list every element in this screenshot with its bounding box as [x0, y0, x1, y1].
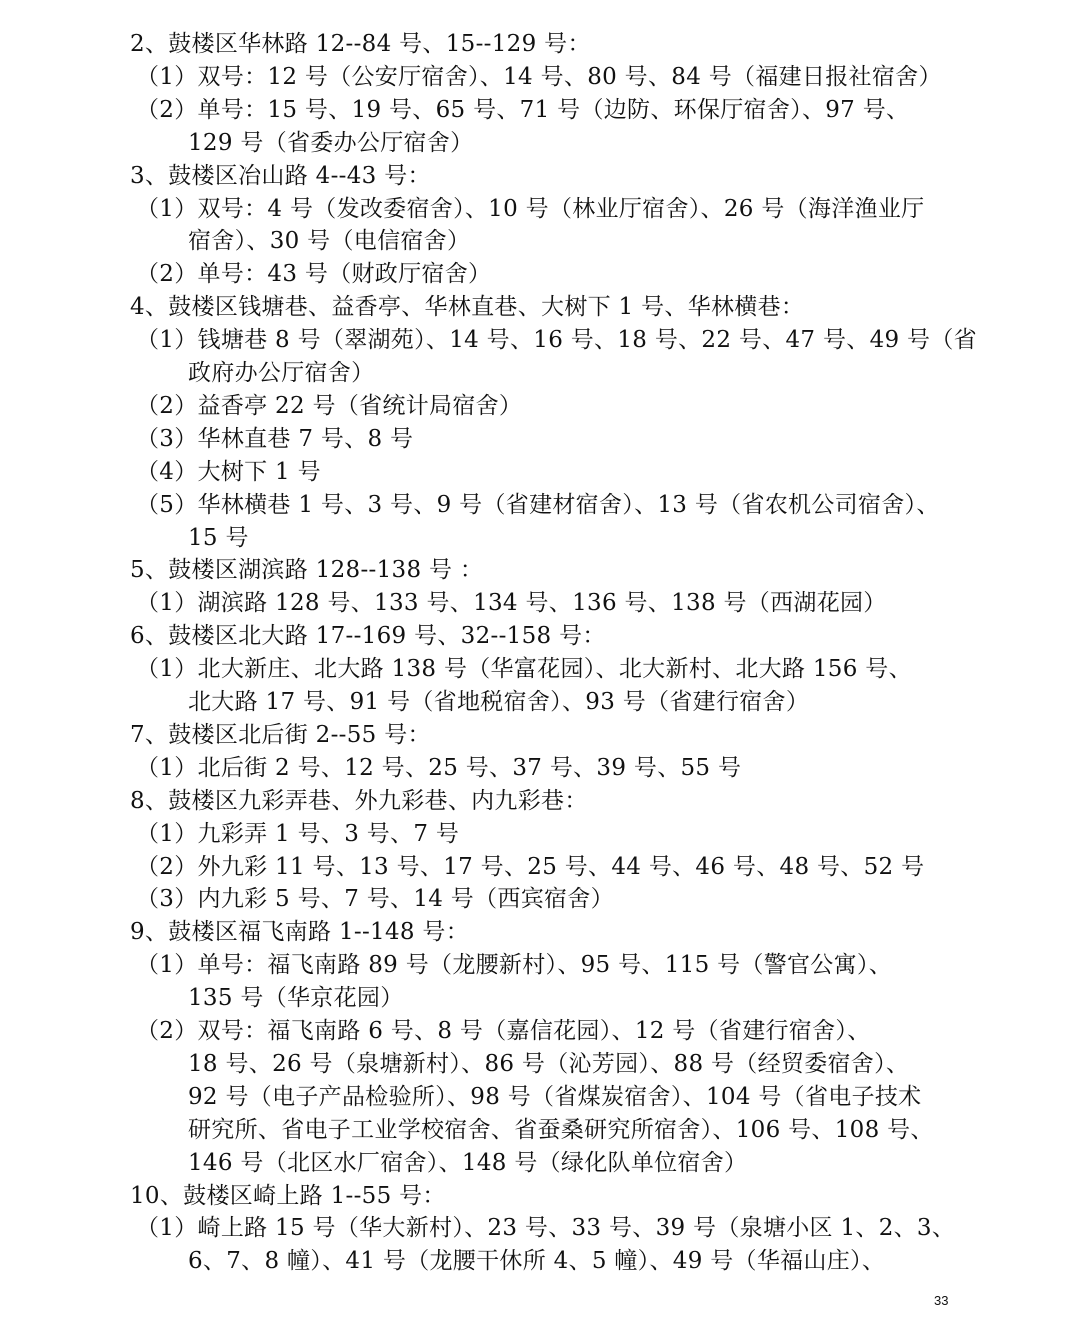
sub-item-continuation: 92 号（电子产品检验所）、98 号（省煤炭宿舍）、104 号（省电子技术 [188, 1083, 922, 1110]
page-number: 33 [934, 1293, 949, 1308]
section-heading: 10、鼓楼区崎上路 1--55 号： [130, 1182, 446, 1209]
sub-item-continuation: 18 号、26 号（泉塘新村）、86 号（沁芳园）、88 号（经贸委宿舍）、 [188, 1050, 910, 1077]
sub-item-continuation: 研究所、省电子工业学校宿舍、省蚕桑研究所宿舍）、106 号、108 号、 [188, 1116, 934, 1143]
section-heading: 6、鼓楼区北大路 17--169 号、32--158 号： [130, 623, 606, 650]
sub-item: （5）华林横巷 1 号、3 号、9 号（省建材宿舍）、13 号（省农机公司宿舍）、 [136, 491, 940, 518]
sub-item: （1）崎上路 15 号（华大新村）、23 号、33 号、39 号（泉塘小区 1、2、3、 [136, 1215, 956, 1242]
sub-item: （2）益香亭 22 号（省统计局宿舍） [136, 392, 523, 419]
sub-item: （1）钱塘巷 8 号（翠湖苑）、14 号、16 号、18 号、22 号、47 号、49 号（省 [136, 327, 977, 354]
sub-item: （2）单号：43 号（财政厅宿舍） [136, 261, 492, 288]
sub-item: （1）双号：12 号（公安厅宿舍）、14 号、80 号、84 号（福建日报社宿舍） [136, 63, 942, 90]
sub-item-continuation: 129 号（省委办公厅宿舍） [188, 129, 474, 156]
sub-item: （1）双号：4 号（发改委宿舍）、10 号（林业厅宿舍）、26 号（海洋渔业厅 [136, 195, 925, 222]
sub-item-continuation: 146 号（北区水厂宿舍）、148 号（绿化队单位宿舍） [188, 1149, 748, 1176]
sub-item: （1）北大新庄、北大路 138 号（华富花园）、北大新村、北大路 156 号、 [136, 656, 912, 683]
sub-item: （1）湖滨路 128 号、133 号、134 号、136 号、138 号（西湖花园） [136, 590, 887, 617]
sub-item: （2）外九彩 11 号、13 号、17 号、25 号、44 号、46 号、48 号、52 号 [136, 853, 925, 880]
sub-item: （1）北后街 2 号、12 号、25 号、37 号、39 号、55 号 [136, 754, 742, 781]
sub-item: （2）双号：福飞南路 6 号、8 号（嘉信花园）、12 号（省建行宿舍）、 [136, 1018, 871, 1044]
sub-item-continuation: 135 号（华京花园） [188, 985, 404, 1012]
sub-item-continuation: 15 号 [188, 524, 249, 551]
sub-item-continuation: 6、7、8 幢）、41 号（龙腰干休所 4、5 幢）、49 号（华福山庄）、 [188, 1248, 886, 1275]
section-heading: 4、鼓楼区钱塘巷、益香亭、华林直巷、大树下 1 号、华林横巷： [130, 294, 805, 321]
section-heading: 2、鼓楼区华林路 12--84 号、15--129 号： [130, 31, 591, 57]
sub-item: （1）单号：福飞南路 89 号（龙腰新村）、95 号、115 号（警官公寓）、 [136, 952, 893, 979]
sub-item: （3）华林直巷 7 号、8 号 [136, 425, 414, 452]
sub-item-continuation: 政府办公厅宿舍） [188, 360, 375, 386]
section-heading: 9、鼓楼区福飞南路 1--148 号： [130, 919, 470, 946]
sub-item: （1）九彩弄 1 号、3 号、7 号 [136, 820, 460, 847]
sub-item-continuation: 宿舍）、30 号（电信宿舍） [188, 228, 471, 255]
section-heading: 8、鼓楼区九彩弄巷、外九彩巷、内九彩巷： [130, 787, 588, 814]
sub-item: （3）内九彩 5 号、7 号、14 号（西宾宿舍） [136, 886, 614, 913]
section-heading: 3、鼓楼区冶山路 4--43 号： [130, 162, 431, 189]
sub-item: （4）大树下 1 号 [136, 458, 321, 485]
section-heading: 5、鼓楼区湖滨路 128--138 号 ： [130, 557, 484, 584]
section-heading: 7、鼓楼区北后街 2--55 号： [130, 721, 431, 748]
sub-item-continuation: 北大路 17 号、91 号（省地税宿舍）、93 号（省建行宿舍） [188, 689, 810, 715]
sub-item: （2）单号：15 号、19 号、65 号、71 号（边防、环保厅宿舍）、97 号、 [136, 96, 910, 123]
